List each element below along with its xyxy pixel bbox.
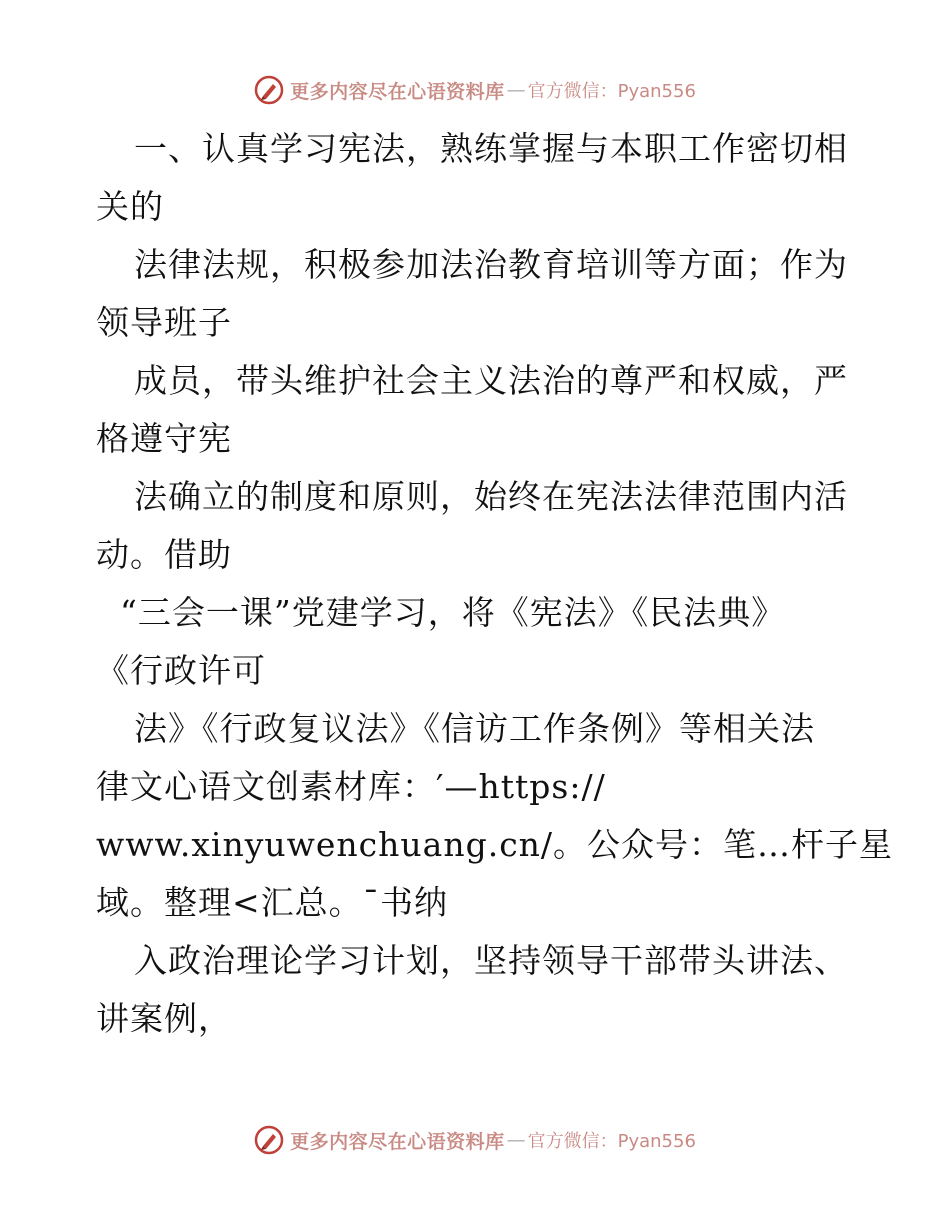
text-line: 法律法规，积极参加法治教育培训等方面；作为 xyxy=(134,245,848,284)
footer-banner xyxy=(0,1120,950,1160)
text-line: 讲案例， xyxy=(96,999,232,1038)
banner-title: 更多内容尽在心语资料库 xyxy=(290,1130,505,1153)
banner-title: 更多内容尽在心语资料库 xyxy=(290,80,505,103)
text-line: 关的 xyxy=(96,187,164,226)
banner-separator: — xyxy=(506,1129,526,1151)
text-line: 成员，带头维护社会主义法治的尊严和权威，严 xyxy=(134,361,848,400)
text-line: 格遵守宪 xyxy=(96,419,232,458)
banner-wechat: 官方微信：Pyan556 xyxy=(527,1131,696,1152)
pen-logo-icon xyxy=(254,1125,284,1155)
banner-separator: — xyxy=(506,79,526,101)
text-line: www.xinyuwenchuang.cn/。公众号：笔…杆子星 xyxy=(96,825,894,864)
text-line: 动。借助 xyxy=(96,535,232,574)
text-line: 领导班子 xyxy=(96,303,232,342)
text-line: 《行政许可 xyxy=(96,651,266,690)
document-body xyxy=(96,120,894,1048)
text-line: 入政治理论学习计划，坚持领导干部带头讲法、 xyxy=(134,941,848,980)
text-line: 律文心语文创素材库：′—https:// xyxy=(96,767,606,806)
header-banner xyxy=(0,70,950,110)
text-line: 一、认真学习宪法，熟练掌握与本职工作密切相 xyxy=(134,129,848,168)
banner-wechat: 官方微信：Pyan556 xyxy=(527,81,696,102)
text-line: 法确立的制度和原则，始终在宪法法律范围内活 xyxy=(134,477,848,516)
pen-logo-icon xyxy=(254,75,284,105)
text-line: “三会一课”党建学习，将《宪法》《民法典》 xyxy=(120,593,786,632)
text-line: 法》《行政复议法》《信访工作条例》等相关法 xyxy=(134,709,815,748)
text-line: 域。整理<汇总。¯书纳 xyxy=(96,883,449,922)
